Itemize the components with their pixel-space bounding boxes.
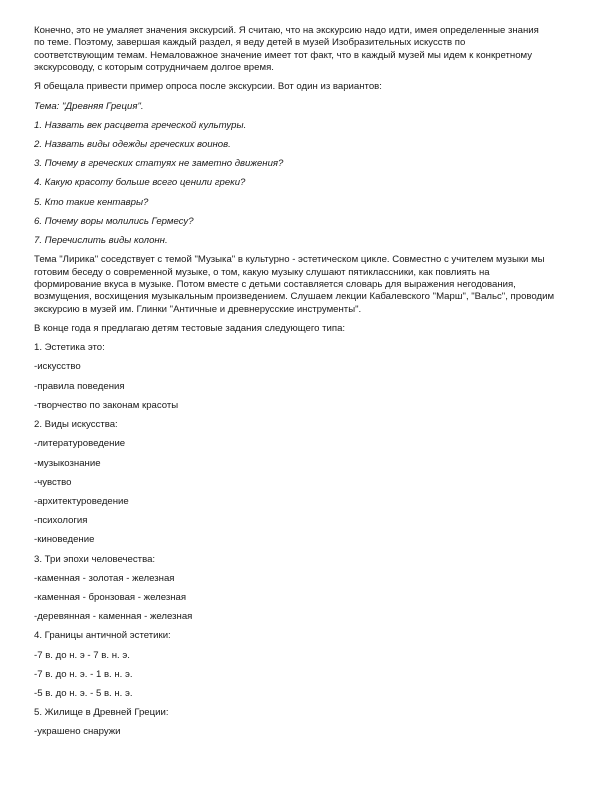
test-option: -искусство [34,361,81,373]
survey-question: 1. Назвать век расцвета греческой культуры. [34,119,247,131]
test-question: 4. Границы античной эстетики: [34,630,171,642]
survey-question: 7. Перечислить виды колонн. [34,235,168,247]
text-line: экскурсию в музей им. Глинки "Античные и древнерусские инструменты". [34,303,362,315]
test-intro: В конце года я предлагаю детям тестовые задания следующего типа: [34,323,346,335]
test-question: 3. Три эпохи человечества: [34,553,156,565]
intro-paragraph [34,25,582,75]
test-option: -киноведение [34,534,95,546]
text-line: экскурсоводу, с которым сотрудничаем долгое время. [34,62,274,74]
test-option: -каменная - золотая - железная [34,572,175,584]
text-line: по теме. Поэтому, завершая каждый раздел, я веду детей в музей Изобразительных искусств по [34,37,466,49]
test-option: -литературоведение [34,438,126,450]
test-option: -5 в. до н. э. - 5 в. н. э. [34,687,133,699]
survey-question: 3. Почему в греческих статуях не заметно движения? [34,158,284,170]
test-option: -7 в. до н. э. - 1 в. н. э. [34,668,133,680]
test-option: -каменная - бронзовая - железная [34,591,187,603]
test-question: 1. Эстетика это: [34,342,105,354]
text-line: Конечно, это не умаляет значения экскурсий. Я считаю, что на экскурсию надо идти, имея определенные знания [34,25,539,36]
document-page [34,25,582,739]
test-option: -архитектуроведение [34,495,129,507]
survey-intro: Я обещала привести пример опроса после экскурсии. Вот один из вариантов: [34,81,382,93]
test-option: -чувство [34,476,72,488]
test-question: 5. Жилище в Древней Греции: [34,707,169,719]
text-line: соответствующим темам. Немаловажное значение имеет тот факт, что в каждый музей мы идем к конкретному [34,49,533,61]
survey-question: 4. Какую красоту больше всего ценили греки? [34,177,246,189]
survey-question: 6. Почему воры молились Гермесу? [34,215,194,227]
test-option: -украшено снаружи [34,726,121,738]
survey-topic: Тема: "Древняя Греция". [34,100,144,112]
test-question: 2. Виды искусства: [34,419,118,431]
test-option: -правила поведения [34,380,125,392]
test-option: -музыкознание [34,457,101,469]
test-option: -творчество по законам красоты [34,399,179,411]
survey-question: 5. Кто такие кентавры? [34,196,149,208]
test-option: -7 в. до н. э - 7 в. н. э. [34,649,130,661]
text-line: Тема "Лирика" соседствует с темой "Музыка" в культурно - эстетическом цикле. Совместно с учителем музыки мы [34,254,545,266]
test-option: -психология [34,515,88,527]
text-line: готовим беседу о современной музыке, о том, какую музыку слушают пятиклассники, как повлиять на [34,266,490,278]
text-line: возмущения, восхищения музыкальным произведением. Слушаем лекции Кабалевского "Марш", "Вальс", проводим [34,291,555,303]
survey-question: 2. Назвать виды одежды греческих воинов. [34,139,231,151]
lyric-paragraph [34,254,582,316]
test-option: -деревянная - каменная - железная [34,611,193,623]
text-line: формирование вкуса в музыке. Потом вместе с детьми составляется словарь для выражения негодования, [34,279,516,291]
